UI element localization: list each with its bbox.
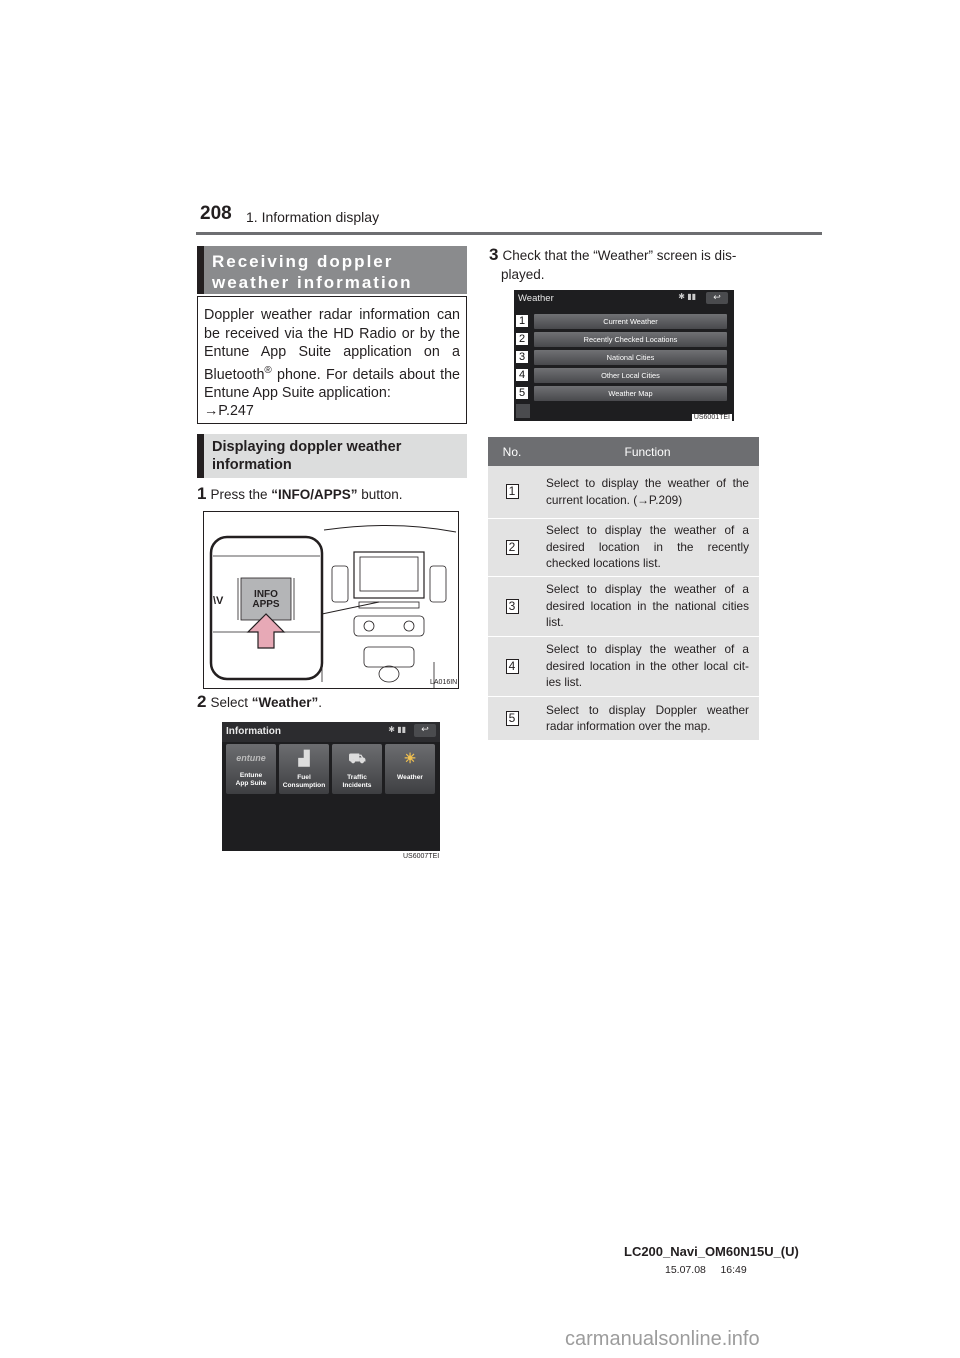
function-table: [488, 437, 759, 741]
step-2: [197, 693, 322, 712]
row-number: 4: [506, 659, 519, 674]
sun-cloud-icon: ☀: [403, 750, 417, 766]
dashboard-illustration: [203, 511, 459, 689]
tile-label: Weather: [397, 774, 423, 781]
tile-label: Traffic Incidents: [342, 774, 372, 789]
weather-row-current[interactable]: [534, 314, 727, 329]
callout-number: 3: [516, 351, 528, 363]
page-number: 208: [200, 203, 232, 224]
intro-text-cont: phone. For details about the Entune App Suite application:: [204, 366, 460, 401]
step-text: Press the: [210, 487, 272, 502]
table-row: [488, 466, 759, 518]
callout-number: 2: [516, 333, 528, 345]
section-title-line2: weather information: [212, 273, 413, 292]
status-icons: ✱ ▮▮: [388, 725, 406, 734]
row-function: Select to display the weather of a desired location in the national cities list.: [536, 576, 759, 636]
step-text-2: played.: [501, 267, 545, 282]
info-apps-button-line2: APPS: [252, 599, 280, 610]
tile-label-2: App Suite: [235, 780, 267, 787]
row-function: Select to display the weather of the current location. (→P.209): [536, 466, 759, 518]
table-row: [488, 696, 759, 740]
table-row: [488, 518, 759, 576]
information-screen-header: [222, 722, 440, 742]
step-bold: “Weather”: [251, 695, 319, 710]
intro-page-ref: →P.247: [204, 403, 254, 420]
row-number: 2: [506, 540, 519, 555]
callout-number: 4: [516, 369, 528, 381]
weather-row-local[interactable]: [534, 368, 727, 383]
status-icons: ✱ ▮▮: [678, 292, 696, 301]
chart-icon: ▟: [298, 750, 310, 766]
weather-row-recent[interactable]: [534, 332, 727, 347]
step-number: 1: [197, 484, 207, 503]
svg-text:\V: \V: [213, 595, 224, 607]
car-icon: ⛟: [348, 750, 366, 766]
row-function: Select to display the weather of a desired location in the other local cit-ies list.: [536, 636, 759, 696]
weather-row-national[interactable]: [534, 350, 727, 365]
figure-label: US6001TEI: [693, 414, 730, 421]
step-3: [489, 245, 769, 284]
row-label: Other Local Cities: [601, 371, 660, 380]
step-text: Check that the “Weather” screen is dis-: [502, 248, 737, 263]
tile-entune[interactable]: [226, 744, 276, 794]
row-label: Current Weather: [603, 317, 658, 326]
row-label: National Cities: [606, 353, 655, 362]
row-function: Select to display the weather of a desired location in the recently checked locations list.: [536, 518, 759, 576]
row-number: 3: [506, 599, 519, 614]
information-title: Information: [226, 726, 281, 737]
column-header-no: No.: [488, 437, 536, 466]
subsection-heading: [197, 434, 467, 478]
column-header-function: Function: [536, 437, 759, 466]
intro-box: [197, 296, 467, 424]
step-text-end: button.: [357, 487, 403, 502]
table-row: [488, 636, 759, 696]
step-text-end: .: [318, 695, 323, 710]
back-icon[interactable]: ↩: [414, 724, 436, 737]
map-icon[interactable]: [516, 404, 530, 418]
back-icon[interactable]: ↩: [706, 292, 728, 304]
registered-mark: ®: [264, 364, 272, 376]
information-screen: [222, 722, 440, 851]
section-heading: [197, 246, 467, 294]
row-number: 1: [506, 484, 519, 499]
step-text: Select: [210, 695, 252, 710]
figure-label: LA016IN: [430, 679, 458, 686]
weather-screen-header: [514, 290, 734, 308]
callout-number: 1: [516, 315, 528, 327]
weather-screen: [514, 290, 734, 421]
chapter-title: 1. Information display: [246, 209, 380, 225]
entune-icon: entune: [236, 753, 266, 763]
section-title-line1: Receiving doppler: [212, 252, 394, 271]
step-bold: “INFO/APPS”: [271, 487, 358, 502]
header-rule: [196, 232, 822, 235]
row-number: 5: [506, 711, 519, 726]
row-label: Recently Checked Locations: [583, 335, 678, 344]
tile-label: Fuel Consumption: [282, 774, 326, 789]
callout-number: 5: [516, 387, 528, 399]
print-timestamp: 15.07.08 16:49: [665, 1264, 747, 1276]
row-label: Weather Map: [608, 389, 653, 398]
tile-label: Entune: [239, 772, 263, 779]
tile-fuel-consumption[interactable]: [279, 744, 329, 794]
subsection-title-line2: information: [212, 457, 292, 473]
step-1: [197, 485, 403, 504]
intro-text: Doppler weather radar information can be received via the HD Radio or by the Entune App Suite application on a Bluetooth: [204, 307, 460, 383]
tile-weather[interactable]: [385, 744, 435, 794]
subsection-title-line1: Displaying doppler weather: [212, 439, 402, 455]
step-number: 2: [197, 692, 207, 711]
figure-label: US6007TEI: [403, 853, 440, 860]
row-function: Select to display Doppler weather radar information over the map.: [536, 696, 759, 740]
watermark: carmanualsonline.info: [565, 1328, 760, 1350]
step-number: 3: [489, 245, 499, 264]
table-row: [488, 576, 759, 636]
tile-traffic-incidents[interactable]: [332, 744, 382, 794]
weather-row-map[interactable]: [534, 386, 727, 401]
document-id: LC200_Navi_OM60N15U_(U): [624, 1244, 799, 1259]
info-apps-button-line1: INFO: [254, 589, 278, 600]
weather-title: Weather: [518, 293, 554, 304]
